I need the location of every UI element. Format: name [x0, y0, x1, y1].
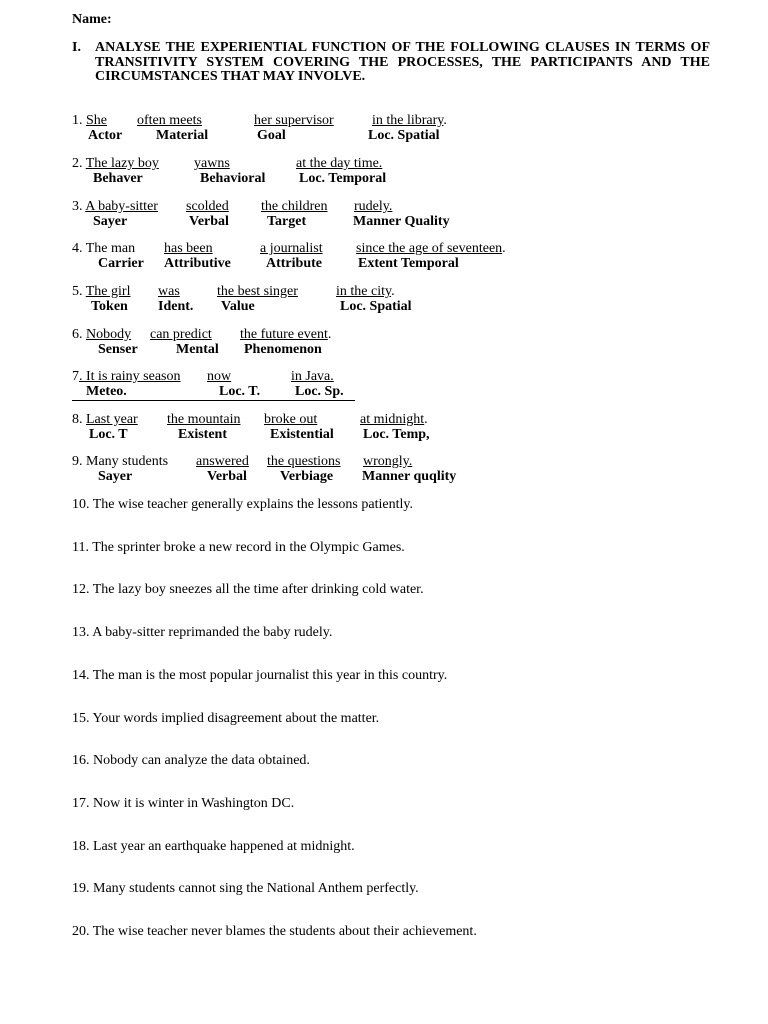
clause-segment: scolded	[186, 199, 229, 214]
clause-segment: can predict	[150, 327, 212, 342]
function-label: Attributive	[164, 256, 231, 271]
analyzed-item-4	[72, 241, 672, 273]
clause-segment: at the day time.	[296, 156, 383, 171]
function-label: Loc. Temp,	[363, 427, 430, 442]
exercise-sentence-17: 17. Now it is winter in Washington DC.	[72, 795, 295, 811]
function-label: Carrier	[98, 256, 144, 271]
exercise-sentence-11: 11. The sprinter broke a new record in the Olympic Games.	[72, 539, 405, 555]
clause-segment: the mountain	[167, 412, 241, 427]
clause-segment: the questions	[267, 454, 341, 469]
function-label: Manner Quality	[353, 214, 450, 229]
function-label: Meteo.	[86, 384, 127, 399]
function-label: Sayer	[98, 469, 133, 484]
clause-segment: the future event.	[240, 327, 332, 342]
clause-segment: 9. Many students	[72, 454, 169, 469]
exercise-sentence-10: 10. The wise teacher generally explains the lessons patiently.	[72, 497, 413, 512]
function-label: Actor	[88, 128, 123, 143]
clause-segment: in Java.	[291, 369, 334, 384]
function-label: Loc. Spatial	[368, 128, 440, 143]
analyzed-item-8	[72, 412, 672, 444]
function-label: Target	[267, 214, 307, 229]
function-label: Extent Temporal	[358, 256, 459, 271]
function-label: Sayer	[93, 214, 128, 229]
label-underline	[72, 400, 355, 401]
function-label: Behavioral	[200, 171, 266, 186]
function-label: Verbiage	[280, 469, 334, 484]
clause-segment: the children	[261, 199, 328, 214]
clause-segment: at midnight.	[360, 412, 428, 427]
analyzed-item-7	[72, 369, 672, 401]
exercise-sentence-18: 18. Last year an earthquake happened at midnight.	[72, 838, 355, 854]
clause-segment: 1. She	[72, 113, 107, 128]
function-label: Manner quqlity	[362, 469, 457, 484]
clause-segment: since the age of seventeen.	[356, 241, 506, 256]
exercise-sentence-14: 14. The man is the most popular journalist this year in this country.	[72, 667, 448, 683]
function-label: Goal	[257, 128, 286, 143]
function-label: Mental	[176, 342, 219, 357]
clause-segment: yawns	[194, 156, 230, 171]
clause-segment: in the library.	[372, 113, 447, 128]
clause-segment: often meets	[137, 113, 202, 128]
clause-segment: has been	[164, 241, 213, 256]
exercise-sentence-16: 16. Nobody can analyze the data obtained.	[72, 753, 310, 769]
function-label: Token	[91, 299, 128, 314]
clause-segment: was	[158, 284, 180, 299]
function-label: Phenomenon	[244, 342, 322, 357]
clause-segment: 7. It is rainy season	[72, 369, 181, 384]
exercise-sentence-12: 12. The lazy boy sneezes all the time after drinking cold water.	[72, 582, 424, 598]
analyzed-item-2	[72, 156, 672, 188]
function-label: Attribute	[266, 256, 322, 271]
analyzed-item-5	[72, 284, 672, 316]
instruction-number: I.	[72, 40, 81, 55]
clause-segment: 6. Nobody	[72, 327, 132, 342]
function-label: Verbal	[207, 469, 247, 484]
name-label: Name:	[72, 12, 112, 27]
function-label: Loc. Spatial	[340, 299, 412, 314]
clause-segment: 8. Last year	[72, 412, 138, 427]
function-label: Loc. Sp.	[295, 384, 344, 399]
clause-segment: a journalist	[260, 241, 323, 256]
clause-segment: her supervisor	[254, 113, 334, 128]
analyzed-item-1	[72, 113, 672, 145]
clause-segment: 4. The man	[72, 241, 136, 256]
clause-segment: the best singer	[217, 284, 298, 299]
function-label: Ident.	[158, 299, 194, 314]
exercise-sentence-15: 15. Your words implied disagreement about the matter.	[72, 710, 380, 726]
clause-segment: 3. A baby-sitter	[72, 199, 158, 214]
exercise-sentence-19: 19. Many students cannot sing the National Anthem perfectly.	[72, 881, 419, 897]
function-label: Material	[156, 128, 209, 143]
function-label: Verbal	[189, 214, 229, 229]
clause-segment: 5. The girl	[72, 284, 131, 299]
function-label: Existential	[270, 427, 334, 442]
clause-segment: wrongly.	[363, 454, 413, 469]
exercise-sentence-13: 13. A baby-sitter reprimanded the baby rudely.	[72, 625, 333, 641]
clause-segment: now	[207, 369, 232, 384]
function-label: Loc. Temporal	[299, 171, 387, 186]
clause-segment: answered	[196, 454, 249, 469]
instruction-text: ANALYSE THE EXPERIENTIAL FUNCTION OF THE FOLLOWING CLAUSES IN TERMS OF TRANSITIVITY SYSTEM COVERING THE PROCESSES, THE PARTICIPANTS AND THE CIRCUMSTANCES THAT MAY INVOLVE.	[95, 40, 710, 84]
analyzed-item-9	[72, 454, 672, 486]
instruction-block	[72, 41, 710, 85]
function-label: Value	[221, 299, 255, 314]
analyzed-item-3	[72, 199, 672, 231]
function-label: Existent	[178, 427, 227, 442]
function-label: Loc. T.	[219, 384, 261, 399]
function-label: Loc. T	[89, 427, 128, 442]
function-label: Senser	[98, 342, 138, 357]
analyzed-item-6	[72, 327, 672, 359]
clause-segment: in the city.	[336, 284, 395, 299]
function-label: Behaver	[93, 171, 143, 186]
exercise-sentence-20: 20. The wise teacher never blames the students about their achievement.	[72, 924, 477, 939]
clause-segment: broke out	[264, 412, 318, 427]
clause-segment: 2. The lazy boy	[72, 156, 159, 171]
clause-segment: rudely.	[354, 199, 393, 214]
